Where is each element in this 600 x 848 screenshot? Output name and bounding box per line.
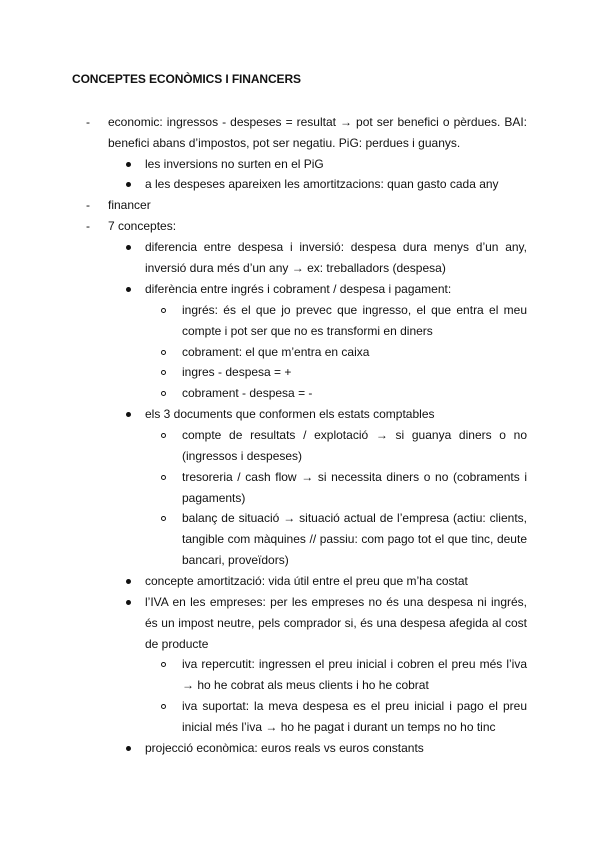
dash-marker: - — [86, 219, 90, 233]
bullet-icon — [126, 579, 131, 584]
hollow-bullet-icon — [161, 391, 166, 396]
hollow-bullet-icon — [161, 475, 166, 480]
list-item: les inversions no surten en el PiG — [145, 157, 324, 171]
bullet-icon — [126, 746, 131, 751]
list-item: 7 conceptes: — [108, 219, 177, 233]
bullet-icon — [126, 412, 131, 417]
list-item: ingrés: és el que jo prevec que ingresso, el que entra el meu compte i pot ser que no es transformi en diners — [182, 303, 527, 338]
bullet-icon — [126, 245, 131, 250]
dash-marker: - — [86, 198, 90, 212]
hollow-bullet-icon — [161, 704, 166, 709]
list-item: l’IVA en les empreses: per les empreses no és una despesa ni ingrés, és un impost neutre, pels comprador si, és una despesa afegida al cost de producte — [145, 595, 527, 651]
list-item: iva repercutit: ingressen el preu inicial i cobren el preu més l’iva → ho he cobrat als meus clients i ho he cobrat — [182, 657, 527, 692]
hollow-bullet-icon — [161, 308, 166, 313]
bullet-icon — [126, 162, 131, 167]
list-item: financer — [108, 198, 151, 212]
list-item: economic: ingressos - despeses = resultat → pot ser benefici o pèrdues. BAI: benefici abans d’impostos, pot ser negatiu. PiG: perdues i guanys. — [108, 115, 527, 150]
list-item: tresoreria / cash flow → si necessita diners o no (cobraments i pagaments) — [182, 470, 527, 505]
list-item: diferencia entre despesa i inversió: despesa dura menys d’un any, inversió dura més d’un any → ex: treballadors (despesa) — [145, 240, 527, 275]
list-item: cobrament: el que m’entra en caixa — [182, 345, 370, 359]
list-item: a les despeses apareixen les amortitzacions: quan gasto cada any — [145, 177, 499, 191]
list-item: iva suportat: la meva despesa es el preu inicial i pago el preu inicial més l’iva → ho he pagat i durant un temps no ho tinc — [182, 699, 527, 734]
list-item: balanç de situació → situació actual de l’empresa (actiu: clients, tangible com màquines // passiu: com pago tot el que tinc, deute bancari, proveïdors) — [182, 511, 527, 567]
hollow-bullet-icon — [161, 662, 166, 667]
hollow-bullet-icon — [161, 433, 166, 438]
document-title: CONCEPTES ECONÒMICS I FINANCERS — [72, 72, 301, 86]
list-item: concepte amortització: vida útil entre el preu que m’ha costat — [145, 574, 468, 588]
list-item: compte de resultats / explotació → si guanya diners o no (ingressos i despeses) — [182, 428, 527, 463]
dash-marker: - — [86, 115, 90, 129]
list-item: ingres - despesa = + — [182, 365, 292, 379]
hollow-bullet-icon — [161, 516, 166, 521]
list-item: cobrament - despesa = - — [182, 386, 313, 400]
bullet-icon — [126, 287, 131, 292]
bullet-icon — [126, 182, 131, 187]
hollow-bullet-icon — [161, 350, 166, 355]
list-item: diferència entre ingrés i cobrament / despesa i pagament: — [145, 282, 452, 296]
bullet-icon — [126, 600, 131, 605]
list-item: els 3 documents que conformen els estats comptables — [145, 407, 435, 421]
hollow-bullet-icon — [161, 370, 166, 375]
list-item: projecció econòmica: euros reals vs euros constants — [145, 741, 424, 755]
